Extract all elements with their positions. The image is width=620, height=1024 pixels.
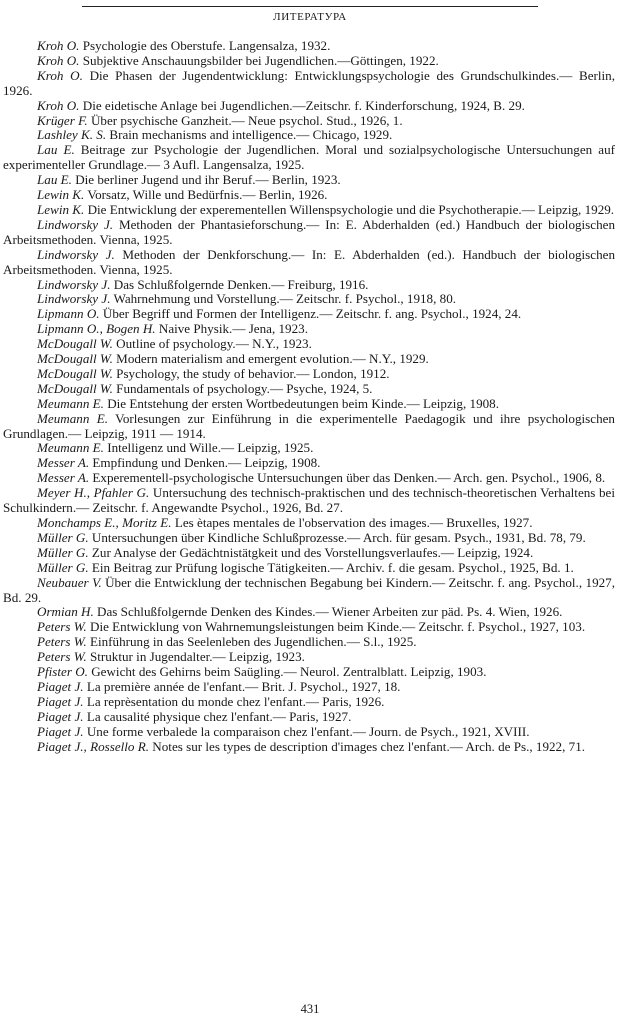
bibliography-entry [3, 710, 615, 725]
entry-text: Über psychische Ganzheit.— Neue psychol. Stud., 1926, 1. [90, 112, 403, 128]
entry-authors: Piaget J. [37, 678, 84, 694]
entry-authors: Lewin K. [37, 201, 85, 217]
bibliography-entry [3, 39, 615, 54]
entry-authors: Peters W. [37, 649, 87, 665]
entry-text: Modern materialism and emergent evolution.— N.Y., 1929. [116, 351, 429, 367]
entry-authors: Müller G. [37, 529, 89, 545]
bibliography-entry [3, 69, 615, 99]
bibliography-entry [3, 173, 615, 188]
bibliography-entry [3, 367, 615, 382]
bibliography-entry [3, 650, 615, 665]
entry-authors: Meumann E. [37, 440, 104, 456]
entry-text: Les ètapes mentales de l'observation des images.— Bruxelles, 1927. [174, 515, 533, 530]
header-rule [82, 6, 538, 7]
bibliography-entry [3, 99, 615, 114]
entry-authors: Messer A. [37, 455, 90, 471]
entry-authors: Lipmann O. [37, 306, 100, 322]
entry-text: Gewicht des Gehirns beim Saügling.— Neurol. Zentralblatt. Leipzig, 1903. [91, 664, 487, 680]
entry-authors: Meumann E. [37, 395, 104, 411]
bibliography-entry [3, 695, 615, 710]
entry-text: Über die Entwicklung der technischen Begabung bei Kindern.— Zeitschr. f. ang. Psychol., 1927, Bd. 29. [3, 574, 615, 605]
bibliography-entry [3, 561, 615, 576]
entry-authors: Müller G. [37, 544, 89, 560]
entry-authors: Peters W. [37, 634, 87, 650]
entry-text: Intelligenz und Wille.— Leipzig, 1925. [107, 440, 314, 456]
entry-text: Empfindung und Denken.— Leipzig, 1908. [92, 455, 321, 471]
entry-authors: Kroh O. [37, 67, 83, 83]
entry-text: Methoden der Denkforschung.— In: E. Abderhalden (ed.). Handbuch der biologischen Arbeitsmethoden. Vienna, 1925. [3, 246, 615, 277]
entry-text: Die eidetische Anlage bei Jugendlichen.—Zeitschr. f. Kinderforschung, 1924, B. 29. [82, 97, 525, 113]
entry-text: Über Begriff und Formen der Intelligenz.— Zeitschr. f. ang. Psychol., 1924, 24. [102, 306, 522, 322]
entry-authors: McDougall W. [37, 380, 113, 396]
entry-authors: Piaget J., Rossello R. [37, 738, 150, 754]
entry-text: Die berliner Jugend und ihr Beruf.— Berlin, 1923. [75, 172, 341, 188]
bibliography-entry [3, 635, 615, 650]
bibliography-entry [3, 740, 615, 755]
bibliography-entry [3, 307, 615, 322]
entry-authors: Pfister O. [37, 664, 88, 680]
bibliography-entry [3, 456, 615, 471]
entry-authors: Messer A. [37, 470, 90, 486]
bibliography-entry [3, 292, 615, 307]
bibliography-entry [3, 397, 615, 412]
bibliography-entry [3, 382, 615, 397]
bibliography-entry [3, 665, 615, 680]
entry-authors: Ormian H. [37, 604, 94, 620]
bibliography-entry [3, 188, 615, 203]
bibliography-entry [3, 486, 615, 516]
entry-authors: Neubauer V. [37, 574, 102, 590]
entry-authors: Monchamps E., Moritz E. [37, 515, 172, 530]
bibliography-entry [3, 143, 615, 173]
bibliography-entry [3, 128, 615, 143]
entry-text: La reprèsentation du monde chez l'enfant.— Paris, 1926. [86, 693, 385, 709]
entry-authors: Meumann E. [37, 410, 108, 426]
entry-text: Die Entstehung der ersten Wortbedeutungen beim Kinde.— Leipzig, 1908. [107, 395, 499, 411]
entry-text: Vorsatz, Wille und Bedürfnis.— Berlin, 1926. [87, 187, 328, 203]
bibliography-entry [3, 531, 615, 546]
page-number: 431 [300, 1002, 320, 1016]
bibliography-entry [3, 322, 615, 337]
entry-text: Experementell-psychologische Untersuchungen über das Denken.— Arch. gen. Psychol., 1906, 8. [92, 470, 606, 486]
entry-authors: Lindworsky J. [37, 276, 111, 292]
bibliography-entry [3, 546, 615, 561]
bibliography-entry [3, 576, 615, 606]
entry-text: Das Schlußfolgernde Denken des Kindes.— Wiener Arbeiten zur päd. Ps. 4. Wien, 1926. [97, 604, 563, 620]
entry-text: Beitrage zur Psychologie der Jugendlichen. Moral und sozialpsychologische Untersuchungen auf experimenteller Grundlage.— 3 Aufl. Langensalza, 1925. [3, 142, 615, 173]
bibliography-entry [3, 278, 615, 293]
entry-authors: Lau E. [37, 172, 72, 188]
entry-authors: Piaget J. [37, 693, 84, 709]
entry-authors: Kroh O. [37, 38, 80, 53]
bibliography-entry [3, 248, 615, 278]
entry-text: Vorlesungen zur Einführung in die experimentelle Paedagogik und ihre psychologischen Grundlagen.— Leipzig, 1911 — 1914. [3, 410, 615, 441]
entry-text: Einführung in das Seelenleben des Jugendlichen.— S.l., 1925. [89, 634, 417, 650]
entry-authors: Peters W. [37, 619, 87, 635]
entry-text: Fundamentals of psychology.— Psyche, 1924, 5. [116, 380, 373, 396]
bibliography-entry [3, 605, 615, 620]
bibliography-entry [3, 352, 615, 367]
entry-text: Brain mechanisms and intelligence.— Chicago, 1929. [109, 127, 393, 143]
bibliography-list [3, 39, 615, 755]
entry-text: La première année de l'enfant.— Brit. J. Psychol., 1927, 18. [86, 678, 401, 694]
entry-authors: Krüger F. [37, 112, 88, 128]
entry-authors: Lindworsky J. [37, 246, 115, 262]
entry-text: Notes sur les types de description d'images chez l'enfant.— Arch. de Ps., 1922, 71. [152, 738, 586, 754]
entry-text: Untersuchungen über Kindliche Schlußprozesse.— Arch. für gesam. Psych., 1931, Bd. 78, 79. [91, 529, 586, 545]
entry-authors: Kroh O. [37, 97, 80, 113]
entry-authors: Lipmann O., Bogen H. [37, 321, 156, 337]
entry-text: Naive Physik.— Jena, 1923. [158, 321, 308, 337]
entry-authors: Lashley K. S. [37, 127, 107, 143]
bibliography-entry [3, 680, 615, 695]
bibliography-entry [3, 441, 615, 456]
bibliography-entry [3, 620, 615, 635]
entry-text: Wahrnehmung und Vorstellung.— Zeitschr. f. Psychol., 1918, 80. [113, 291, 457, 307]
bibliography-entry [3, 471, 615, 486]
entry-text: Struktur in Jugendalter.— Leipzig, 1923. [89, 649, 305, 665]
entry-text: Die Entwicklung von Wahrnemungsleistungen beim Kinde.— Zeitschr. f. Psychol., 1927, 103. [89, 619, 586, 635]
entry-text: Subjektive Anschauungsbilder bei Jugendlichen.—Göttingen, 1922. [82, 52, 439, 68]
entry-text: Une forme verbalede la comparaison chez l'enfant.— Journ. de Psych., 1921, XVIII. [86, 723, 530, 739]
entry-text: La causalité physique chez l'enfant.— Paris, 1927. [86, 708, 352, 724]
entry-text: Outline of psychology.— N.Y., 1923. [116, 336, 312, 352]
bibliography-entry [3, 114, 615, 129]
entry-authors: McDougall W. [37, 365, 113, 381]
entry-authors: McDougall W. [37, 351, 113, 367]
entry-text: Zur Analyse der Gedächtnistätgkeit und des Vorstellungsverlaufes.— Leipzig, 1924. [91, 544, 534, 560]
entry-authors: McDougall W. [37, 336, 113, 352]
entry-text: Methoden der Phantasieforschung.— In: E. Abderhalden (ed.) Handbuch der biologischen Arbeitsmethoden. Vienna, 1925. [3, 216, 615, 247]
entry-authors: Lindworsky J. [37, 216, 114, 232]
entry-text: Die Phasen der Jugendentwicklung: Entwicklungspsychologie des Grundschulkindes.— Berlin, 1926. [3, 67, 616, 98]
page-header: ЛИТЕРАТУРА [273, 11, 347, 23]
bibliography-entry [3, 337, 615, 352]
bibliography-entry [3, 54, 615, 69]
entry-authors: Piaget J. [37, 708, 84, 724]
bibliography-entry [3, 412, 615, 442]
bibliography-entry [3, 725, 615, 740]
entry-text: Die Entwicklung der experementellen Willenspsychologie und die Psychotherapie.— Leipzig, 1929. [87, 201, 615, 217]
entry-authors: Lau E. [37, 142, 75, 158]
entry-text: Psychologie des Oberstufe. Langensalza, 1932. [82, 38, 331, 53]
entry-authors: Müller G. [37, 559, 89, 575]
bibliography-entry [3, 218, 615, 248]
entry-text: Untersuchung des technisch-praktischen und des technisch-theoretischen Verhaltens bei Schulkindern.— Zeitschr. f. Angewandte Psychol., 1926, Bd. 27. [3, 485, 616, 516]
entry-text: Ein Beitrag zur Prüfung logische Tätigkeiten.— Archiv. f. die gesam. Psychol., 1925, Bd. 1. [91, 559, 574, 575]
bibliography-entry [3, 203, 615, 218]
entry-authors: Meyer H., Pfahler G. [37, 485, 150, 501]
bibliography-entry [3, 516, 615, 531]
entry-authors: Kroh O. [37, 52, 80, 68]
entry-text: Psychology, the study of behavior.— London, 1912. [116, 365, 390, 381]
entry-text: Das Schlußfolgernde Denken.— Freiburg, 1916. [113, 276, 369, 292]
entry-authors: Lindworsky J. [37, 291, 111, 307]
entry-authors: Piaget J. [37, 723, 84, 739]
entry-authors: Lewin K. [37, 187, 85, 203]
